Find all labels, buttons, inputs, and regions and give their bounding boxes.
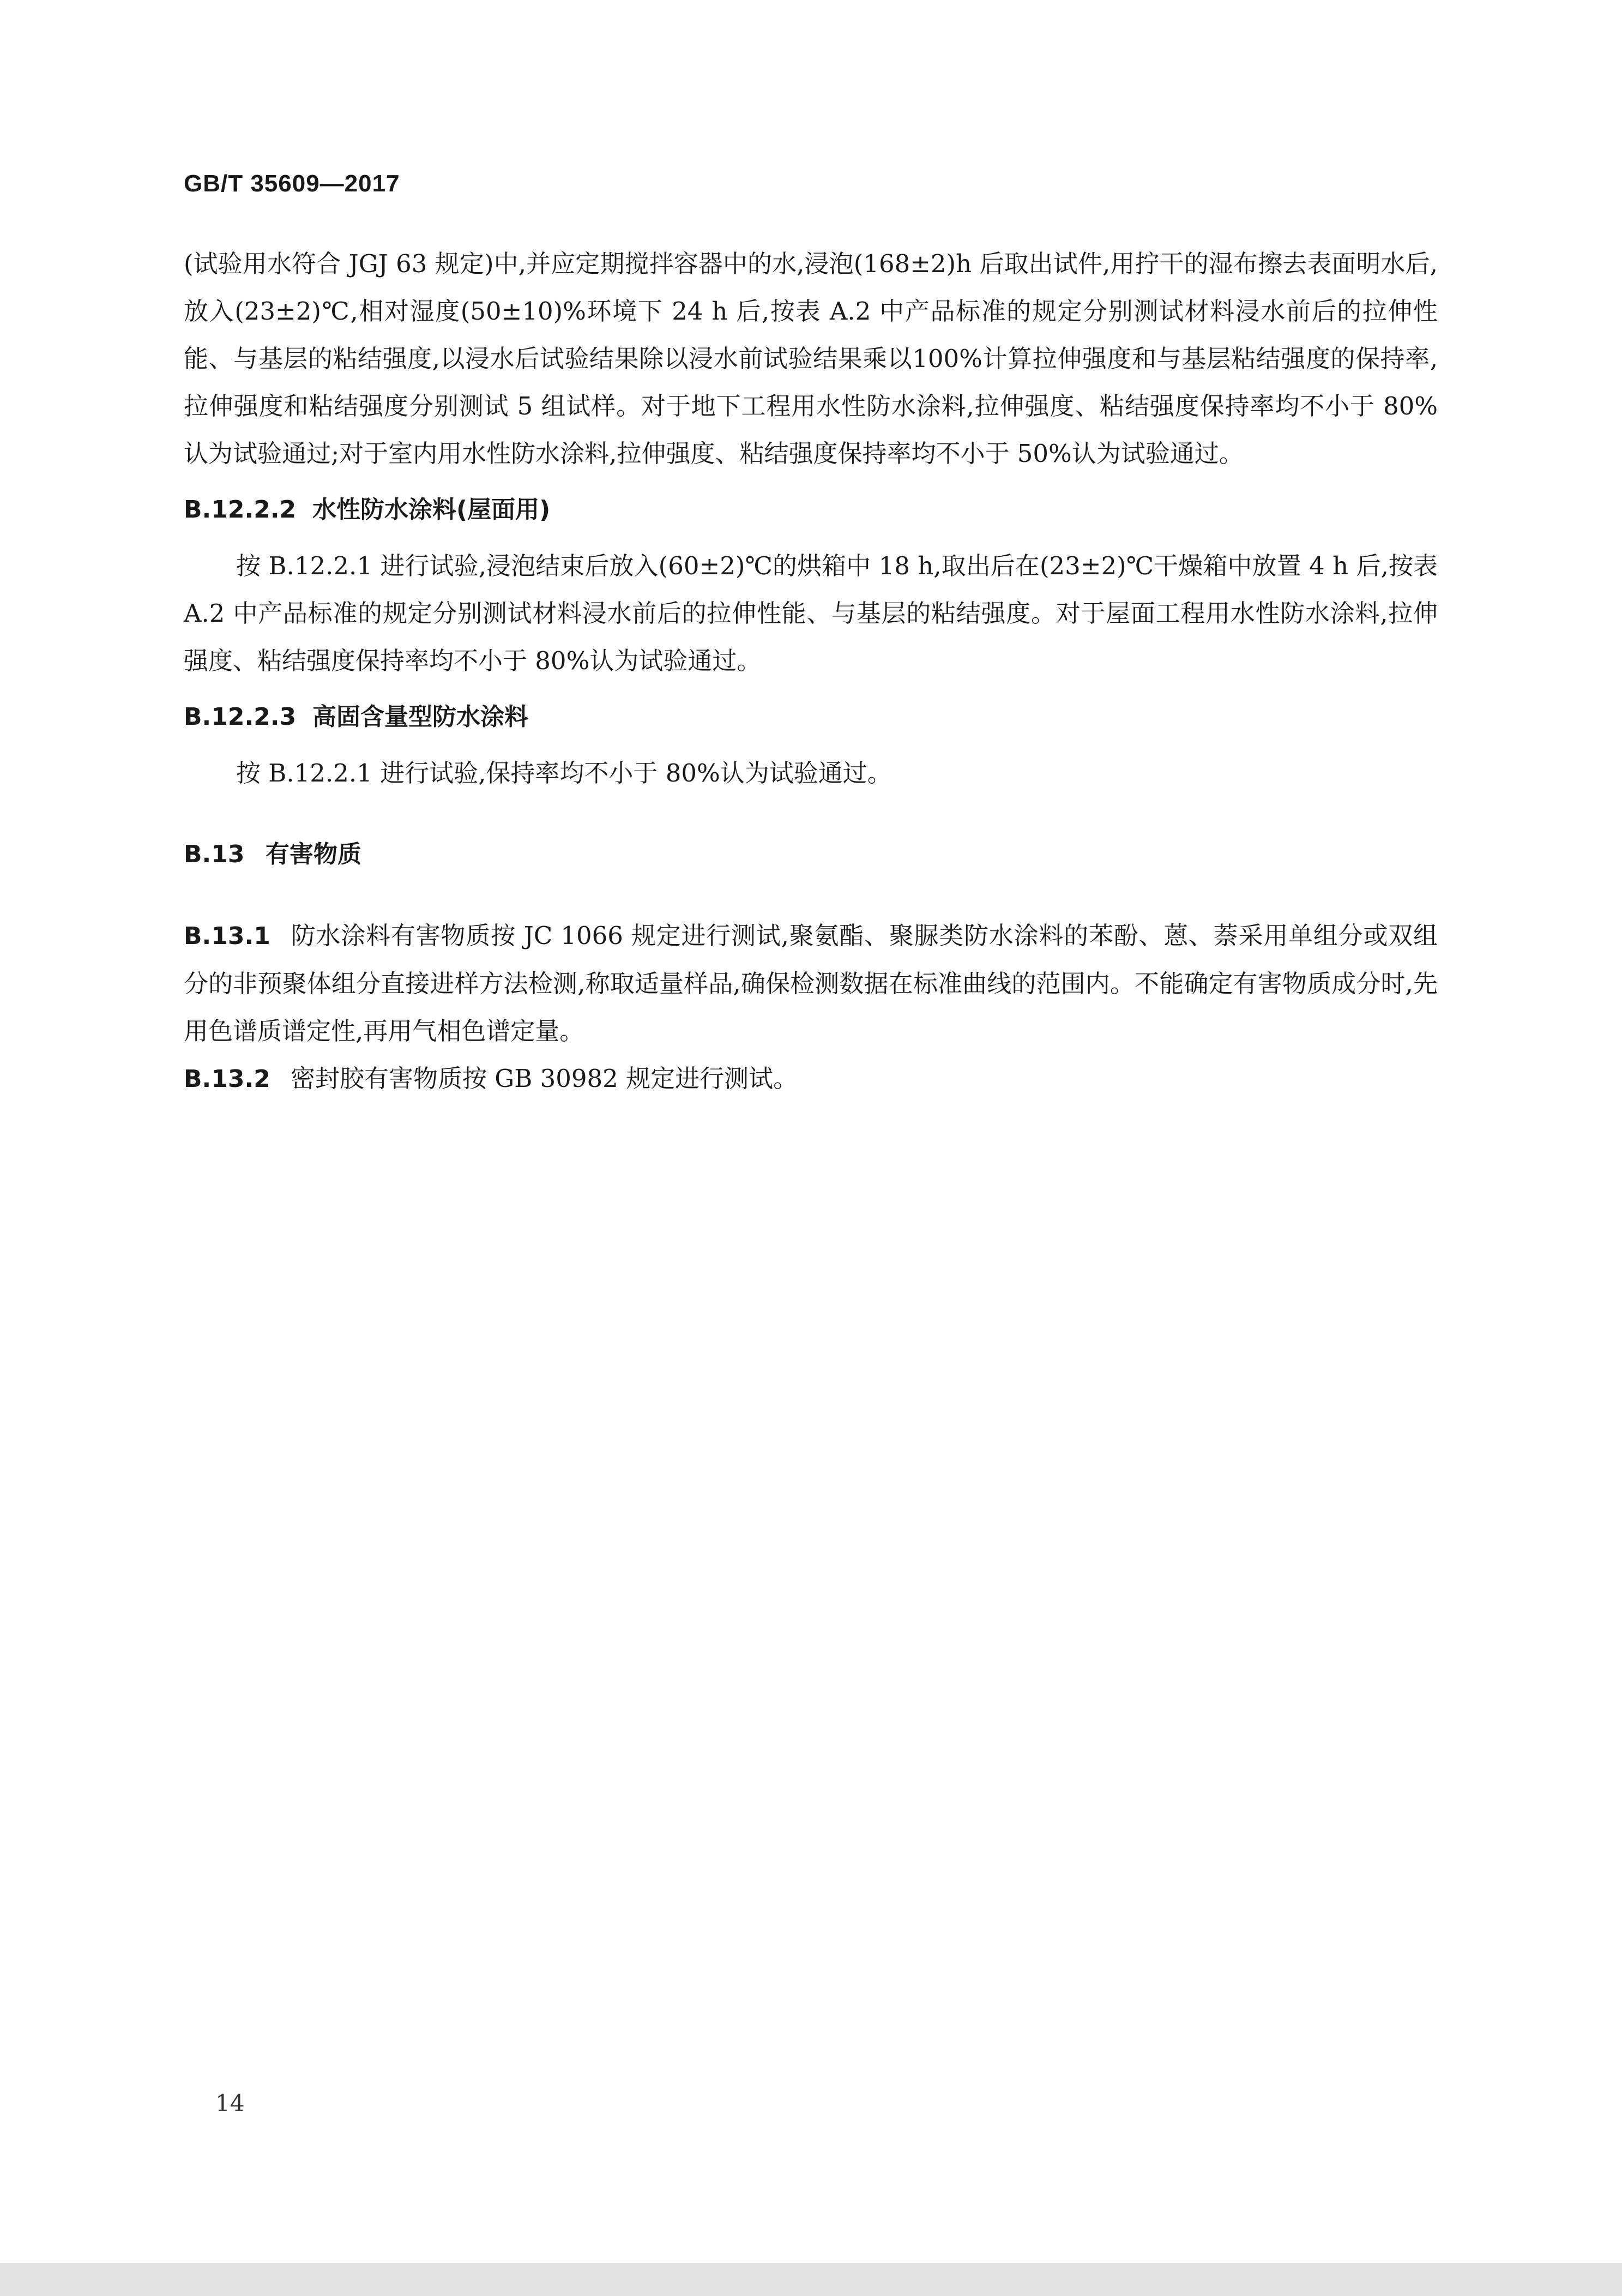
section-title: 水性防水涂料(屋面用): [312, 496, 551, 524]
section-body-b12-2-3: 按 B.12.2.1 进行试验,保持率均不小于 80%认为试验通过。: [236, 759, 892, 788]
section-number: B.13: [184, 840, 245, 868]
clause-body: 密封胶有害物质按 GB 30982 规定进行测试。: [291, 1064, 798, 1093]
clause-b13-1: [184, 912, 1438, 1055]
page-content: [184, 240, 1438, 1103]
clause-number: B.13.1: [184, 922, 270, 950]
page-number: 14: [215, 2090, 245, 2117]
section-heading-b12-2-2: [184, 486, 1438, 533]
continued-paragraph: (试验用水符合 JGJ 63 规定)中,并应定期搅拌容器中的水,浸泡(168±2)h 后取出试件,用拧干的湿布擦去表面明水后,放入(23±2)℃,相对湿度(50±10)%环境下 24 h 后,按表 A.2 中产品标准的规定分别测试材料浸水前后的拉伸性能、与基层的粘结强度,以浸水后试验结果除以浸水前试验结果乘以100%计算拉伸强度和与基层粘结强度的保持率,拉伸强度和粘结强度分别测试 5 组试样。对于地下工程用水性防水涂料,拉伸强度、粘结强度保持率均不小于 80%认为试验通过;对于室内用水性防水涂料,拉伸强度、粘结强度保持率均不小于 50%认为试验通过。: [184, 249, 1438, 468]
standard-code: GB/T 35609—2017: [184, 170, 400, 197]
section-title: 有害物质: [266, 840, 361, 868]
section-body-b12-2-2: 按 B.12.2.1 进行试验,浸泡结束后放入(60±2)℃的烘箱中 18 h,取出后在(23±2)℃干燥箱中放置 4 h 后,按表 A.2 中产品标准的规定分别测试材料浸水前后的拉伸性能、与基层的粘结强度。对于屋面工程用水性防水涂料,拉伸强度、粘结强度保持率均不小于 80%认为试验通过。: [184, 551, 1438, 675]
section-title: 高固含量型防水涂料: [312, 703, 528, 731]
clause-number: B.13.2: [184, 1065, 270, 1093]
section-heading-b12-2-3: [184, 693, 1438, 741]
section-heading-b13: [184, 831, 1438, 878]
section-number: B.12.2.3: [184, 703, 297, 731]
section-number: B.12.2.2: [184, 496, 297, 524]
clause-body: 防水涂料有害物质按 JC 1066 规定进行测试,聚氨酯、聚脲类防水涂料的苯酚、蒽、萘采用单组分或双组分的非预聚体组分直接进样方法检测,称取适量样品,确保检测数据在标准曲线的范围内。不能确定有害物质成分时,先用色谱质谱定性,再用气相色谱定量。: [184, 921, 1438, 1045]
clause-b13-2: [184, 1055, 1438, 1103]
bottom-scan-band: [0, 2263, 1622, 2296]
